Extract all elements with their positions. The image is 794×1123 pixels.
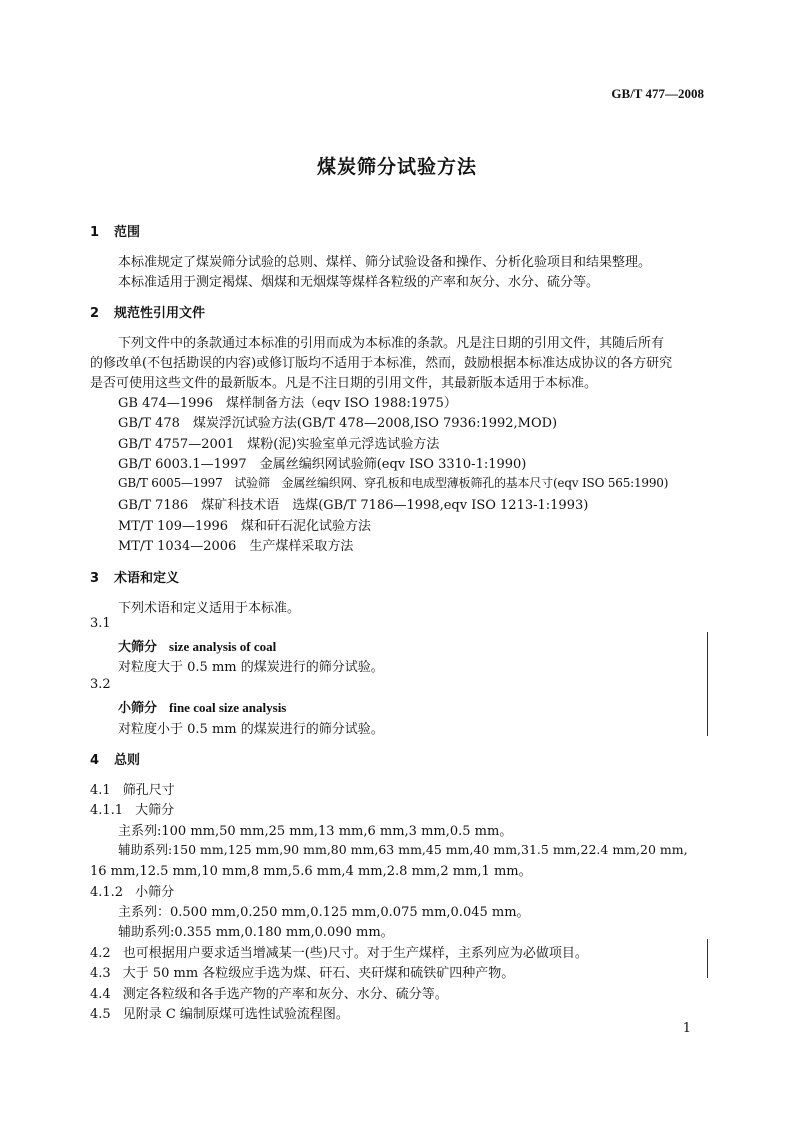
paragraph: 下列术语和定义适用于本标准。 <box>118 601 301 616</box>
section-title: 规范性引用文件 <box>114 306 206 321</box>
section-title: 术语和定义 <box>114 571 180 586</box>
reference-item: GB/T 7186 煤矿科技术语 选煤(GB/T 7186—1998,eqv ISO 1213-1:1993) <box>118 498 589 513</box>
reference-item: GB/T 478 煤炭浮沉试验方法(GB/T 478—2008,ISO 7936:1992,MOD) <box>118 416 558 431</box>
reference-item: GB/T 4757—2001 煤粉(泥)实验室单元浮选试验方法 <box>118 437 440 452</box>
term-en: fine coal size analysis <box>169 700 287 715</box>
section-title: 范围 <box>114 225 141 240</box>
reference-item: GB/T 6005—1997 试验筛 金属丝编织网、穿孔板和电成型薄板筛孔的基本尺寸(eqv ISO 565:1990) <box>118 476 669 490</box>
reference-item: GB 474—1996 煤样制备方法（eqv ISO 1988:1975） <box>118 396 457 411</box>
clause-text: 小筛分 <box>135 885 175 900</box>
paragraph: 是否可使用这些文件的最新版本。凡是不注日期的引用文件，其最新版本适用于本标准。 <box>90 376 598 391</box>
clause-number: 4.1 <box>90 783 111 798</box>
clause-number: 4.3 <box>90 966 111 981</box>
clause-number: 4.5 <box>90 1007 111 1022</box>
clause-number: 4.1.1 <box>90 803 124 818</box>
change-bar <box>707 939 708 978</box>
section-number: 1 <box>90 225 100 240</box>
clause-text: 大于 50 mm 各粒级应手选为煤、矸石、夹矸煤和硫铁矿四种产物。 <box>122 966 515 981</box>
paragraph: 辅助系列:150 mm,125 mm,90 mm,80 mm,63 mm,45 mm,40 mm,31.5 mm,22.4 mm,20 mm, <box>118 842 688 857</box>
document-title: 煤炭筛分试验方法 <box>316 156 477 178</box>
reference-item: GB/T 6003.1—1997 金属丝编织网试验筛(eqv ISO 3310-1:1990) <box>118 457 527 472</box>
clause-number: 4.2 <box>90 946 111 961</box>
term-definition: 对粒度小于 0.5 mm 的煤炭进行的筛分试验。 <box>118 722 384 737</box>
paragraph: 本标准规定了煤炭筛分试验的总则、煤样、筛分试验设备和操作、分析化验项目和结果整理。 <box>118 255 652 270</box>
term-zh: 小筛分 <box>118 701 158 716</box>
clause-4-1-2 <box>90 881 174 900</box>
clause-4-2 <box>90 942 588 961</box>
section-3-heading <box>90 567 179 586</box>
clause-number: 4.4 <box>90 987 111 1002</box>
standard-number: GB/T 477—2008 <box>611 86 704 101</box>
paragraph: 主系列:100 mm,50 mm,25 mm,13 mm,6 mm,3 mm,0.5 mm。 <box>118 824 513 839</box>
term-entry <box>118 697 286 716</box>
section-number: 4 <box>90 753 100 768</box>
section-2-heading <box>90 302 205 321</box>
paragraph: 16 mm,12.5 mm,10 mm,8 mm,5.6 mm,4 mm,2.8 mm,2 mm,1 mm。 <box>90 864 532 879</box>
paragraph: 本标准适用于测定褐煤、烟煤和无烟煤等煤样各粒级的产率和灰分、水分、硫分等。 <box>118 275 600 290</box>
clause-number: 4.1.2 <box>90 885 124 900</box>
term-number: 3.2 <box>90 677 111 692</box>
term-zh: 大筛分 <box>118 640 158 655</box>
term-en: size analysis of coal <box>169 639 277 654</box>
clause-text: 见附录 C 编制原煤可选性试验流程图。 <box>122 1007 349 1022</box>
clause-4-1-1 <box>90 799 174 818</box>
clause-text: 也可根据用户要求适当增减某一(些)尺寸。对于生产煤样，主系列应为必做项目。 <box>122 946 588 961</box>
reference-item: MT/T 1034—2006 生产煤样采取方法 <box>118 539 354 554</box>
paragraph: 的修改单(不包括勘误的内容)或修订版均不适用于本标准，然而，鼓励根据本标准达成协议的各方研究 <box>90 356 673 371</box>
paragraph: 下列文件中的条款通过本标准的引用而成为本标准的条款。凡是注日期的引用文件，其随后所有 <box>118 336 665 351</box>
clause-4-5 <box>90 1003 349 1022</box>
term-number: 3.1 <box>90 616 111 631</box>
section-number: 2 <box>90 306 100 321</box>
section-title: 总则 <box>114 753 141 768</box>
term-entry <box>118 636 276 655</box>
section-1-heading <box>90 221 140 240</box>
section-4-heading <box>90 749 140 768</box>
clause-4-1 <box>90 779 175 798</box>
change-bar <box>707 632 708 736</box>
paragraph: 辅助系列:0.355 mm,0.180 mm,0.090 mm。 <box>118 925 394 940</box>
clause-4-3 <box>90 962 514 981</box>
section-number: 3 <box>90 571 100 586</box>
reference-item: MT/T 109—1996 煤和矸石泥化试验方法 <box>118 519 372 534</box>
clause-4-4 <box>90 983 448 1002</box>
clause-text: 测定各粒级和各手选产物的产率和灰分、水分、硫分等。 <box>122 987 448 1002</box>
term-definition: 对粒度大于 0.5 mm 的煤炭进行的筛分试验。 <box>118 660 384 675</box>
clause-text: 大筛分 <box>135 803 175 818</box>
paragraph: 主系列：0.500 mm,0.250 mm,0.125 mm,0.075 mm,0.045 mm。 <box>118 905 530 920</box>
page-number: 1 <box>682 1021 691 1036</box>
clause-text: 筛孔尺寸 <box>122 783 175 798</box>
